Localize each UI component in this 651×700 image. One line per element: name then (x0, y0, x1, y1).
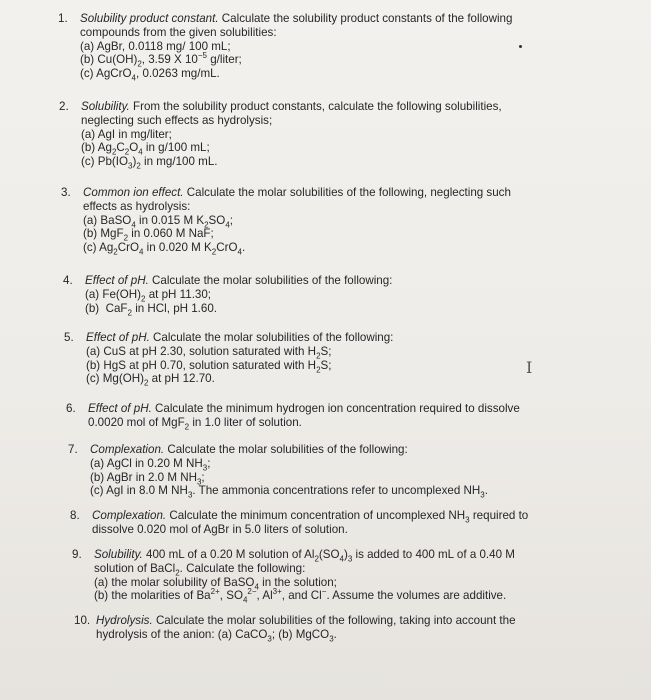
problem-number: 3. (61, 186, 71, 199)
problem-title: Solubility. (81, 100, 130, 113)
problem-1 (58, 12, 512, 81)
problem-10 (74, 614, 516, 642)
item-a: (a) CuS at pH 2.30, solution saturated with $H_2S$; (86, 344, 332, 361)
item-a: (a) AgCl in 0.20 M $NH_3$; (90, 456, 211, 473)
problem-title: Solubility product constant. (80, 12, 219, 25)
problem-text-cont: neglecting such effects as hydrolysis; (81, 113, 273, 127)
item-a: (a) AgI in mg/liter; (81, 127, 172, 141)
problem-text: Calculate the molar solubilities of the following, taking into account the (155, 614, 516, 627)
problem-6 (66, 402, 520, 430)
problem-number: 8. (70, 509, 80, 522)
item-a: (a) BaSO$_4$ in 0.015 M $K_2SO_4$; (83, 213, 233, 229)
item-b: (b) the molarities of $Ba^{2+}$, $SO_4^{2-}$, $Al^{3+}$, and Cl−. Assume the volumes are additive. (94, 587, 507, 605)
problem-text-cont: compounds from the given solubilities: (80, 25, 277, 39)
problem-title: Effect of pH. (86, 331, 150, 344)
problem-text-cont: hydrolysis of the anion: (a) CaCO$_3$; (b) MgCO$_3$. (96, 627, 337, 644)
problem-number: 5. (64, 331, 74, 344)
problem-2 (59, 100, 502, 169)
problem-text-cont: 0.0020 mol of MgF$_2$ in 1.0 liter of solution. (88, 415, 302, 432)
item-b: (b) $Ag_2C_2O_4$ in g/100 mL; (81, 141, 210, 157)
problem-title: Effect of pH. (88, 402, 152, 415)
item-c: (c) $Mg(OH)_2$ at pH 12.70. (86, 372, 215, 388)
problem-text: Calculate the minimum concentration of uncomplexed NH (169, 509, 466, 522)
item-b: (b) MgF$_2$ in 0.060 M NaF; (83, 227, 214, 243)
problem-title: Complexation. (92, 509, 167, 522)
problem-3 (61, 186, 511, 255)
problem-text: Calculate the solubility product constants of the following (221, 12, 513, 25)
problem-number: 2. (59, 100, 69, 113)
problem-text: Calculate the molar solubilities of the following: (152, 274, 393, 287)
dust-speck (519, 45, 522, 48)
problem-text: Calculate the molar solubilities of the following, neglecting such (186, 186, 511, 199)
problem-text: Calculate the molar solubilities of the following: (153, 331, 394, 344)
problem-text-cont: dissolve 0.020 mol of AgBr in 5.0 liters of solution. (92, 522, 348, 536)
item-b: (b) HgS at pH 0.70, solution saturated with $H_2S$; (86, 358, 332, 374)
item-c: (c) AgCrO$_4$, 0.0263 mg/mL. (80, 67, 220, 83)
problem-text: 400 mL of a 0.20 M solution of Al (146, 548, 315, 561)
problem-number: 6. (66, 402, 76, 415)
item-c: (c) $Pb(IO_3)_2$ in mg/100 mL. (81, 155, 218, 171)
problem-title: Common ion effect. (83, 186, 184, 199)
problem-9: 9. Solubility. 400 mL of a 0.20 M solution of $Al_2(SO_4)_3$ is added to 400 mL of a 0.40 M solution of BaCl$_2$. Calculate the following: (a) the molar solubility of BaSO$_4$ in the solution; (b) the molarities of $Ba^{2+}$, $SO_4^{2-}$, $Al^{3+}$, and Cl−. Assume the volumes are additive. (72, 548, 515, 605)
item-b: (b) $Cu(OH)_2$, 3.59 X $10^{-5}$ g/liter; (80, 51, 242, 69)
problem-number: 7. (68, 443, 78, 456)
problem-number: 10. (74, 614, 91, 627)
problem-text-cont: solution of BaCl$_2$. Calculate the following: (94, 561, 306, 578)
problem-number: 9. (72, 548, 82, 561)
problem-text: From the solubility product constants, calculate the following solubilities, (133, 100, 502, 113)
problem-number: 1. (58, 12, 68, 25)
item-c: (c) AgI in 8.0 M $NH_3$. The ammonia concentrations refer to uncomplexed $NH_3$. (90, 484, 488, 500)
problem-4 (63, 274, 392, 315)
problem-title: Effect of pH. (85, 274, 149, 287)
item-b: (b) CaF$_2$ in HCl, pH 1.60. (85, 301, 218, 317)
problem-number: 4. (63, 274, 73, 287)
item-a: (a) AgBr, 0.0118 mg/ 100 mL; (80, 39, 231, 53)
problem-text: Calculate the minimum hydrogen ion concentration required to dissolve (155, 402, 520, 415)
item-b: (b) AgBr in 2.0 M $NH_3$; (90, 470, 205, 486)
problem-text-cont: effects as hydrolysis: (83, 199, 191, 213)
problem-text: Calculate the molar solubilities of the following: (167, 443, 408, 456)
text-cursor-icon: I (526, 358, 533, 377)
problem-5 (64, 331, 393, 386)
problem-title: Hydrolysis. (96, 614, 153, 627)
item-c: (c) $Ag_2CrO_4$ in 0.020 M $K_2CrO_4$. (83, 241, 246, 257)
problem-7 (68, 443, 488, 498)
problem-title: Complexation. (90, 443, 165, 456)
item-a: (a) the molar solubility of BaSO$_4$ in the solution; (94, 575, 337, 591)
problem-title: Solubility. (94, 548, 143, 561)
problem-8: 8. Complexation. Calculate the minimum concentration of uncomplexed $NH_3$ required to dissolve 0.020 mol of AgBr in 5.0 liters of solution. (70, 509, 529, 536)
item-a: (a) $Fe(OH)_2$ at pH 11.30; (85, 287, 212, 304)
